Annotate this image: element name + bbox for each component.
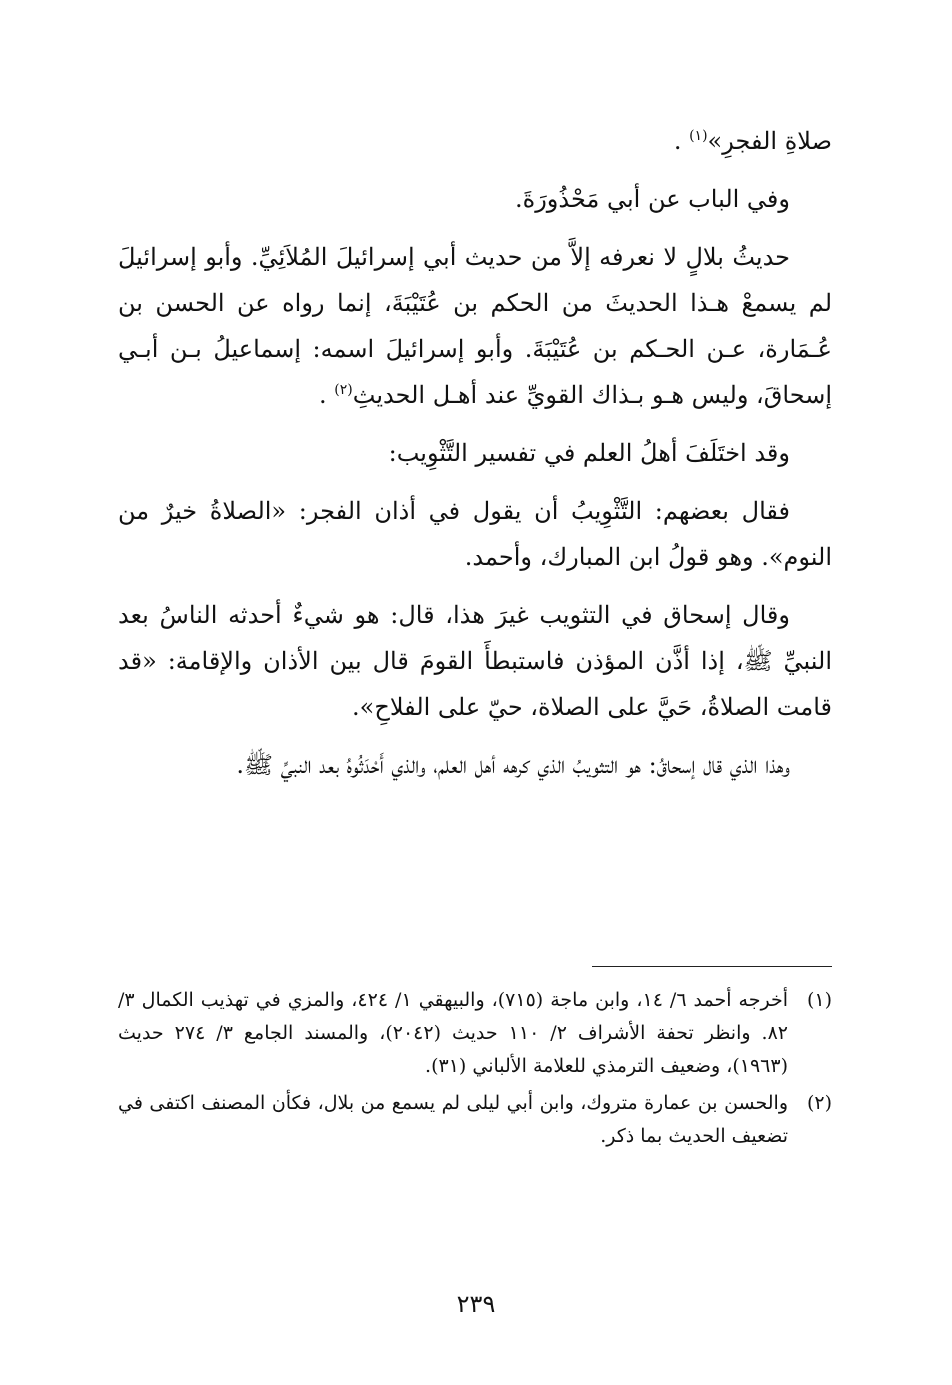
- paragraph-1: صلاةِ الفجرِ»$^{(١)}$ .: [673, 127, 832, 155]
- page-number: ٢٣٩: [456, 1290, 496, 1318]
- footnote-1: [118, 984, 832, 1083]
- paragraph-3: حديثُ بلالٍ لا نعرفه إلاَّ من حديث أبي إسرائيلَ المُلاَئِيِّ. وأبو إسرائيلَ لم يسمعْ هـذا الحديثَ من الحكم بن عُتَيْبَةَ، إنما رواه عن الحسن بن عُـمَارة، عـن الحـكم بن عُتَيْبَةَ. وأبو إسرائيلَ اسمه: إسماعيلُ بـن أبـي إسحاقَ، وليس هـو بـذاك القويِّ عند أهـل الحديثِ$^{(٢)}$ .: [118, 243, 832, 409]
- paragraph-4: وقد اختَلَفَ أهلُ العلم في تفسير التَّثْوِيب:: [388, 439, 790, 467]
- footnote-ref-1[interactable]: (١): [689, 128, 708, 144]
- footnote-number: (١): [806, 989, 832, 1011]
- footnote-ref-2[interactable]: (٢): [334, 382, 353, 398]
- footnote-number: (٢): [806, 1092, 832, 1114]
- paragraph-7: وهذا الذي قال إسحاقُ: هو التثويبُ الذي كرهه أهل العلم، والذي أَحْدَثُوهُ بعد النبيِّ ﷺ.: [236, 751, 790, 779]
- paragraph-5: فقال بعضهم: التَّثْوِيبُ أن يقول في أذان الفجر: «الصلاةُ خيرٌ من النوم». وهو قولُ ابن المبارك، وأحمد.: [118, 497, 832, 571]
- paragraph-2: وفي الباب عن أبي مَحْذُورَةَ.: [515, 185, 790, 213]
- main-text: [118, 118, 832, 800]
- paragraph-6: وقال إسحاق في التثويب غيرَ هذا، قال: هو شيءٌ أحدثه الناسُ بعد النبيِّ ﷺ، إذا أذَّن المؤذن فاستبطأَ القومَ قال بين الأذان والإقامة: «قد قامت الصلاةُ، حَيَّ على الصلاة، حيّ على الفلاحِ».: [118, 601, 832, 721]
- footnote-separator: [592, 966, 832, 967]
- footnotes: [118, 984, 832, 1157]
- footnote-text: والحسن بن عمارة متروك، وابن أبي ليلى لم يسمع من بلال، فكأن المصنف اكتفى في تضعيف الحديث بما ذكر.: [118, 1092, 788, 1147]
- footnote-2: [118, 1087, 832, 1153]
- footnote-text: أخرجه أحمد ٦/ ١٤، وابن ماجة (٧١٥)، والبيهقي ١/ ٤٢٤، والمزي في تهذيب الكمال ٣/ ٨٢. وانظر تحفة الأشراف ٢/ ١١٠ حديث (٢٠٤٢)، والمسند الجامع ٣/ ٢٧٤ حديث (١٩٦٣)، وضعيف الترمذي للعلامة الألباني (٣١).: [118, 989, 789, 1077]
